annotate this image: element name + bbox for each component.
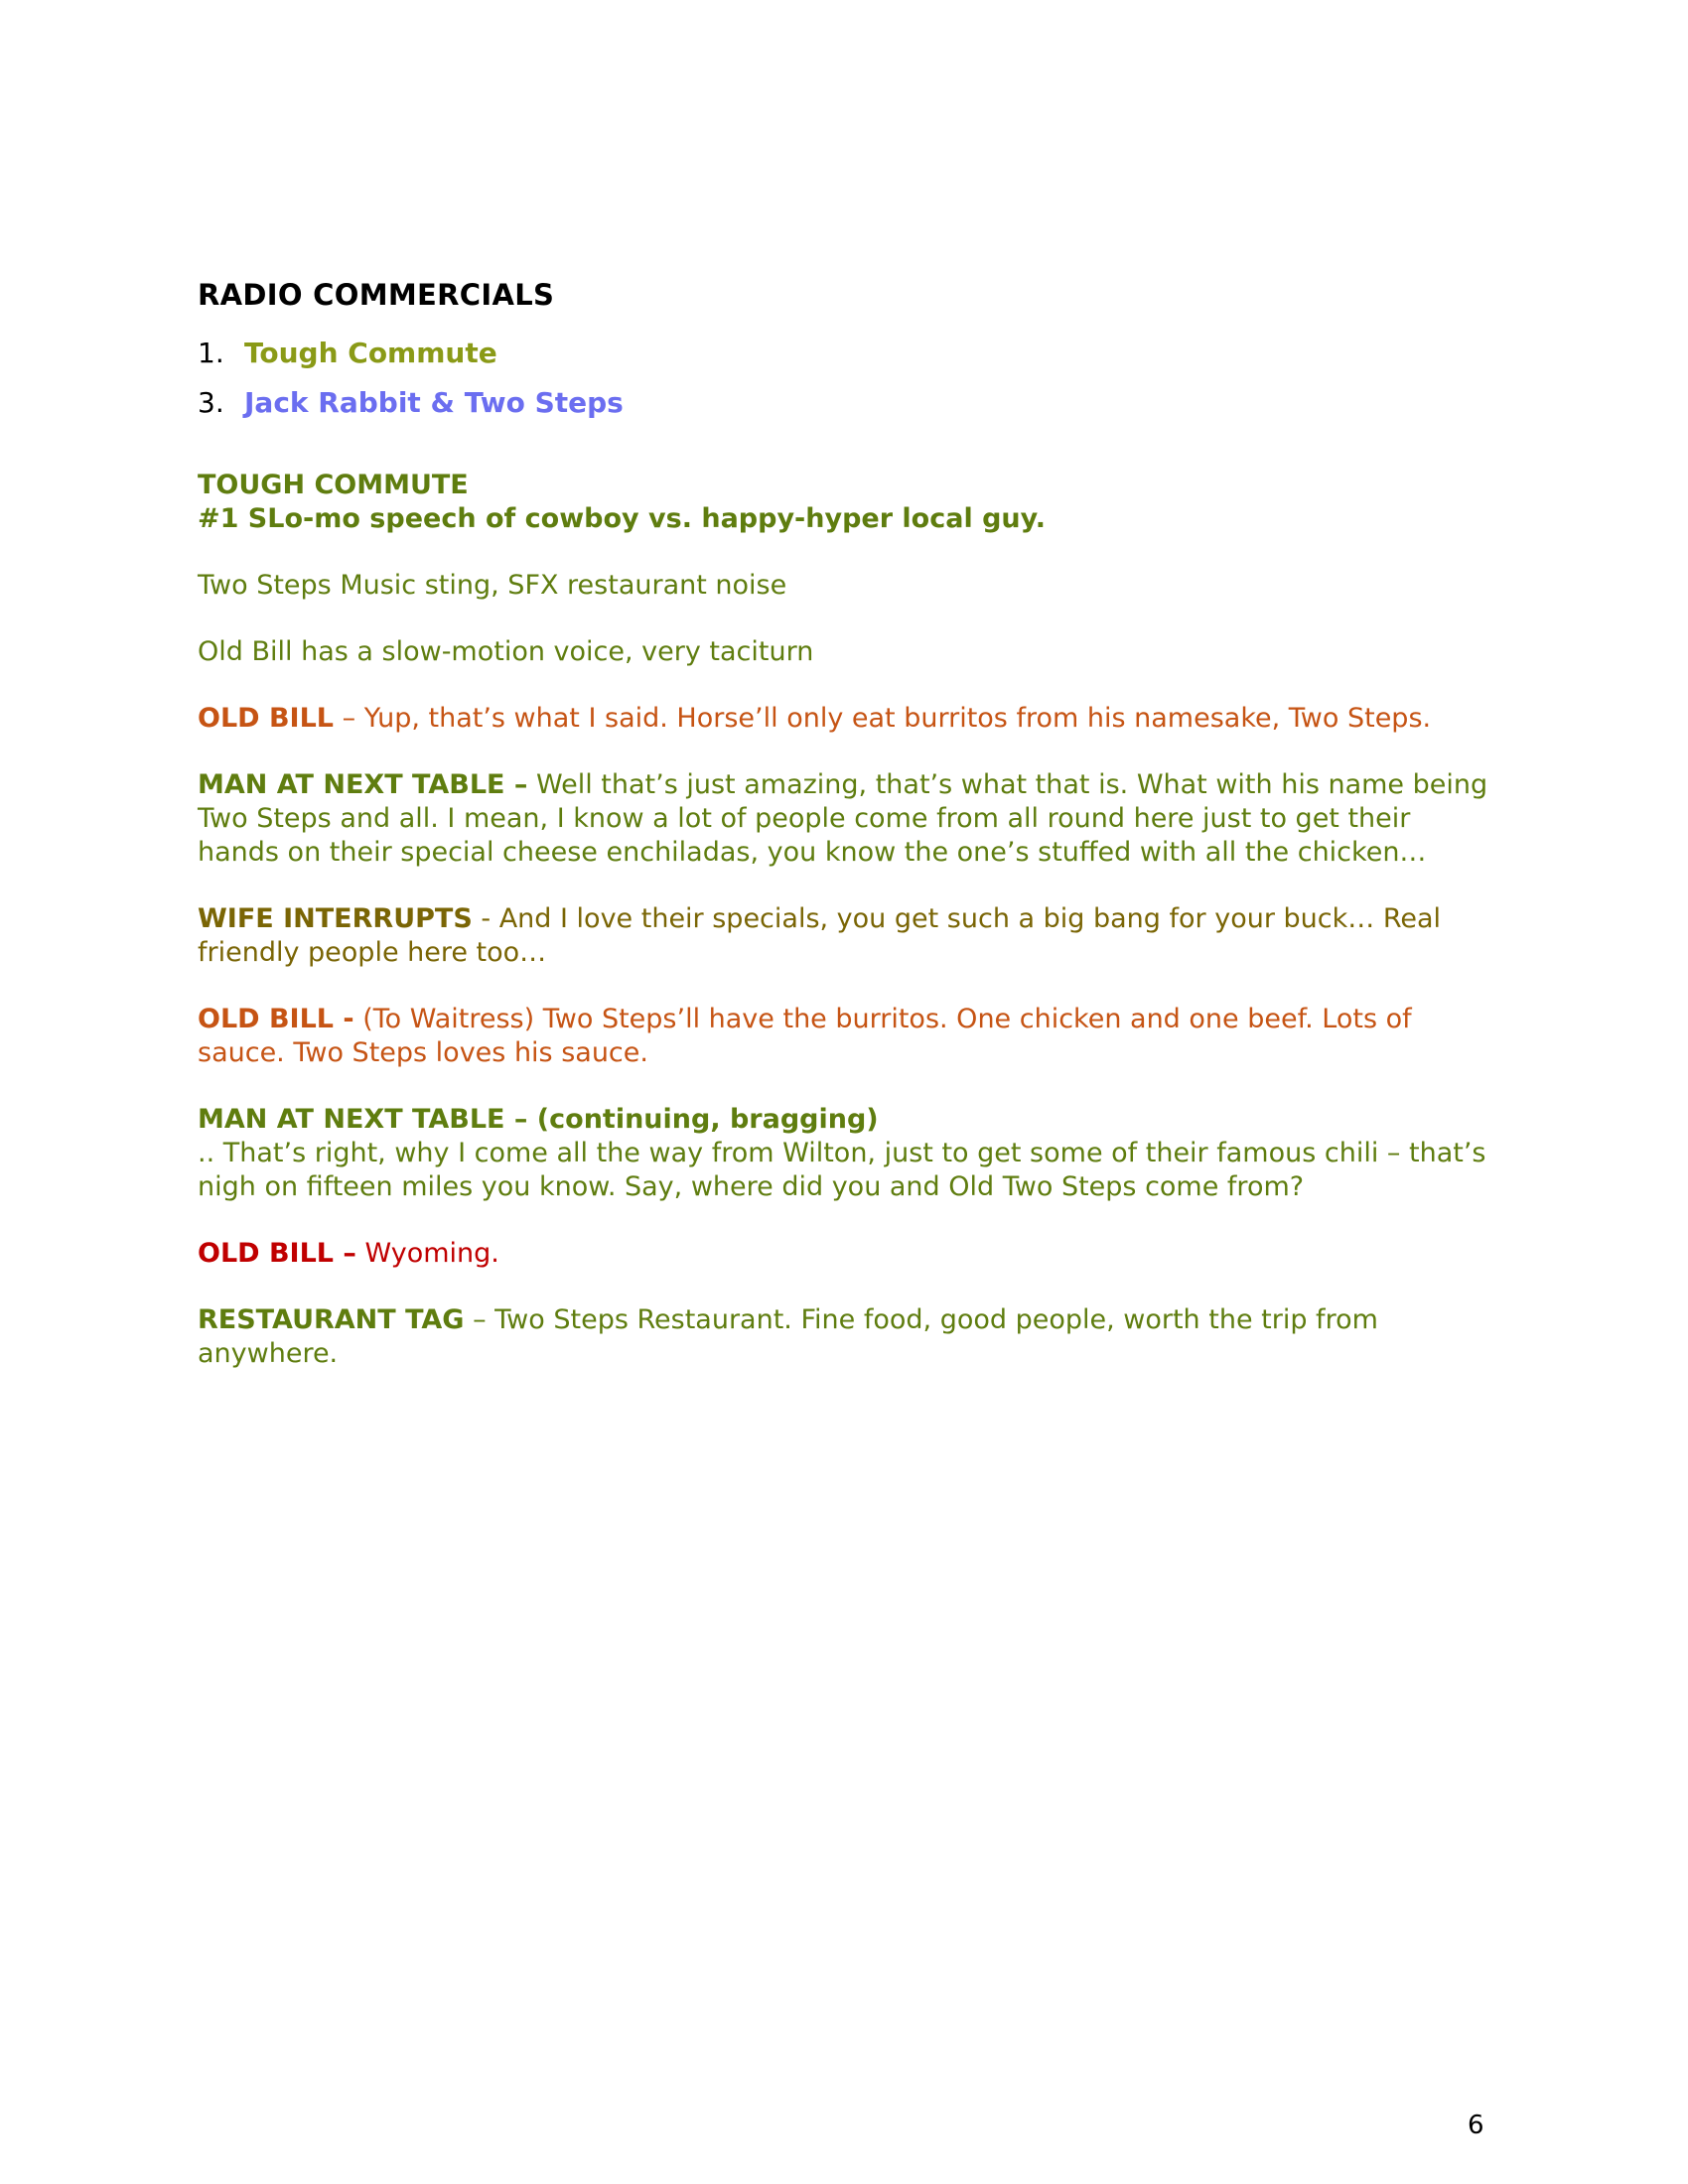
line-separator: -: [472, 903, 499, 934]
line-text: (To Waitress) Two Steps’ll have the burritos. One chicken and one beef. Lots of sauce. Two Steps loves his sauce.: [198, 1004, 1412, 1068]
speaker-name: OLD BILL –: [198, 1238, 356, 1269]
script-line: [198, 768, 1498, 870]
production-note: Old Bill has a slow-motion voice, very taciturn: [198, 636, 814, 667]
page-number: 6: [1468, 2111, 1484, 2140]
line-separator: [356, 1238, 365, 1269]
page-heading: RADIO COMMERCIALS: [198, 278, 555, 312]
commercials-list: [198, 338, 1498, 419]
line-separator: –: [464, 1304, 495, 1335]
script-line: [198, 1303, 1498, 1371]
section-subtitle: #1 SLo-mo speech of cowboy vs. happy-hyper local guy.: [198, 503, 1047, 534]
list-title: Jack Rabbit & Two Steps: [244, 386, 624, 419]
speaker-name: OLD BILL -: [198, 1004, 354, 1034]
production-note: Two Steps Music sting, SFX restaurant noise: [198, 570, 787, 601]
section-title: TOUGH COMMUTE: [198, 470, 469, 500]
line-separator: [354, 1004, 363, 1034]
speaker-name: MAN AT NEXT TABLE –: [198, 769, 528, 800]
line-separator: [527, 769, 536, 800]
script-line: [198, 902, 1498, 970]
list-number: 3.: [198, 386, 224, 419]
list-item: [198, 338, 1498, 369]
speaker-name: WIFE INTERRUPTS: [198, 903, 473, 934]
list-item: [198, 387, 1498, 419]
line-text: Wyoming.: [364, 1238, 499, 1269]
speaker-name: MAN AT NEXT TABLE – (continuing, bragging): [198, 1104, 879, 1135]
speaker-name: OLD BILL: [198, 703, 335, 734]
script-line: [198, 1003, 1498, 1070]
line-text: Well that’s just amazing, that’s what that is. What with his name being Two Steps and all. I mean, I know a lot of people come from all round here just to get their hands on their special cheese enchiladas, you know the one’s stuffed with all the chicken…: [198, 769, 1488, 868]
line-text: Two Steps Restaurant. Fine food, good people, worth the trip from anywhere.: [198, 1304, 1378, 1369]
list-number: 1.: [198, 337, 224, 369]
script-line: [198, 1103, 1498, 1204]
line-text: Yup, that’s what I said. Horse’ll only eat burritos from his namesake, Two Steps.: [363, 703, 1432, 734]
document-page: [198, 278, 1498, 1371]
line-text: And I love their specials, you get such a big bang for your buck… Real friendly people here too…: [198, 903, 1442, 968]
speaker-name: RESTAURANT TAG: [198, 1304, 465, 1335]
line-separator: –: [334, 703, 364, 734]
script-line: [198, 1237, 1498, 1271]
line-text: .. That’s right, why I come all the way from Wilton, just to get some of their famous chili – that’s nigh on fifteen miles you know. Say, where did you and Old Two Steps come from?: [198, 1138, 1486, 1202]
list-title: Tough Commute: [244, 337, 497, 369]
script-line: [198, 702, 1498, 736]
